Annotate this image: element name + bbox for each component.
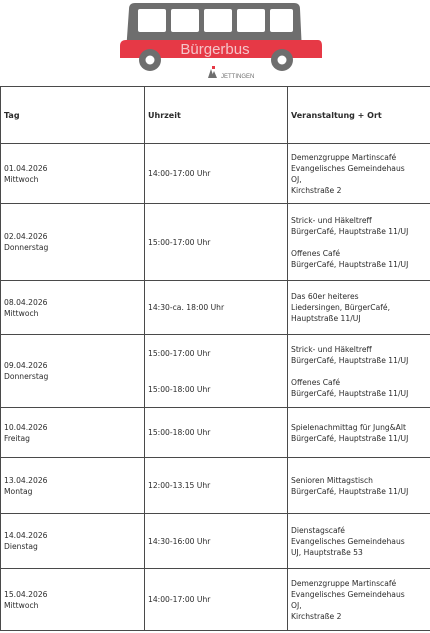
bus-wheel-hub: [278, 56, 287, 65]
header-uhrzeit: Uhrzeit: [145, 87, 288, 144]
bus-window: [138, 9, 166, 32]
date: 15.04.2026: [4, 589, 48, 599]
date: 09.04.2026: [4, 361, 48, 370]
date: 02.04.2026: [4, 232, 48, 241]
time-cell: [145, 335, 288, 408]
event-cell: [288, 204, 430, 281]
event-line: Kirchstraße 2: [291, 185, 342, 195]
event-line: Offenes Café: [291, 248, 341, 258]
weekday: Mittwoch: [4, 174, 39, 184]
time: 15:00-18:00 Uhr: [148, 428, 211, 437]
header-tag: Tag: [1, 87, 145, 144]
event-cell: [288, 144, 430, 204]
table-row: [1, 569, 430, 631]
event-line: Strick- und Häkeltreff: [291, 344, 372, 354]
town-name: JETTINGEN: [221, 74, 255, 80]
event-line: Spielenachmittag für Jung&Alt: [291, 422, 406, 432]
event-line: Strick- und Häkeltreff: [291, 215, 372, 225]
bus-wheel-hub: [146, 56, 155, 65]
date: 08.04.2026: [4, 297, 48, 307]
event-line: BürgerCafé, Hauptstraße 11/UJ: [291, 226, 409, 236]
time: 14:30-ca. 18:00 Uhr: [148, 303, 225, 312]
time: 14:30-16:00 Uhr: [148, 536, 211, 546]
time-cell: [145, 281, 288, 335]
day-cell: [1, 514, 145, 569]
weekday: Donnerstag: [4, 372, 49, 381]
day-cell: [1, 335, 145, 408]
town-emblem-icon: [208, 66, 217, 78]
event-cell: [288, 569, 430, 631]
time: 15:00-17:00 Uhr: [148, 348, 211, 358]
time: 12:00-13.15 Uhr: [148, 481, 211, 490]
time-cell: [145, 458, 288, 514]
time-cell: [145, 144, 288, 204]
time: 14:00-17:00 Uhr: [148, 595, 211, 604]
date: 14.04.2026: [4, 531, 48, 540]
day-cell: [1, 408, 145, 458]
time-cell: [145, 514, 288, 569]
event-line: Evangelisches Gemeindehaus: [291, 163, 405, 173]
table-row: [1, 408, 430, 458]
time-cell: [145, 569, 288, 631]
event-line: BürgerCafé, Hauptstraße 11/UJ: [291, 259, 409, 269]
event-line: UJ, Hauptstraße 53: [291, 547, 363, 557]
event-line: Dienstagscafé: [291, 525, 345, 535]
time-cell: [145, 408, 288, 458]
time: 15:00-18:00 Uhr: [148, 384, 211, 394]
day-cell: [1, 204, 145, 281]
table-row: [1, 144, 430, 204]
weekday: Dienstag: [4, 542, 38, 551]
table-header-row: [1, 87, 430, 144]
bus-window: [270, 9, 293, 32]
buergerbus-logo: [0, 0, 430, 86]
weekday: Donnerstag: [4, 243, 49, 252]
event-cell: [288, 335, 430, 408]
event-line: OJ,: [291, 600, 302, 610]
event-line: Evangelisches Gemeindehaus: [291, 536, 405, 546]
event-line: Liedersingen, BürgerCafé,: [291, 303, 390, 312]
event-cell: [288, 408, 430, 458]
event-line: Hauptstraße 11/UJ: [291, 314, 361, 323]
event-line: Demenzgruppe Martinscafé: [291, 152, 397, 162]
weekday: Mittwoch: [4, 308, 39, 318]
event-line: Demenzgruppe Martinscafé: [291, 578, 397, 588]
event-cell: [288, 514, 430, 569]
date: 01.04.2026: [4, 163, 48, 173]
day-cell: [1, 569, 145, 631]
time-cell: [145, 204, 288, 281]
day-cell: [1, 458, 145, 514]
weekday: Montag: [4, 486, 33, 496]
event-line: BürgerCafé, Hauptstraße 11/UJ: [291, 388, 409, 398]
bus-window: [204, 9, 232, 32]
date: 10.04.2026: [4, 422, 48, 432]
time: 15:00-17:00 Uhr: [148, 237, 211, 247]
weekday: Mittwoch: [4, 600, 39, 610]
table-row: [1, 281, 430, 335]
event-cell: [288, 458, 430, 514]
date: 13.04.2026: [4, 475, 48, 485]
day-cell: [1, 144, 145, 204]
event-line: BürgerCafé, Hauptstraße 11/UJ: [291, 486, 409, 496]
day-cell: [1, 281, 145, 335]
table-row: [1, 335, 430, 408]
weekday: Freitag: [4, 433, 31, 443]
bus-window: [171, 9, 199, 32]
event-line: BürgerCafé, Hauptstraße 11/UJ: [291, 433, 409, 443]
event-cell: [288, 281, 430, 335]
event-line: Das 60er heiteres: [291, 292, 359, 301]
header-veranstaltung: Veranstaltung + Ort: [288, 87, 430, 144]
event-line: Evangelisches Gemeindehaus: [291, 589, 405, 599]
event-line: Senioren Mittagstisch: [291, 475, 373, 485]
bus-window: [237, 9, 265, 32]
event-line: Offenes Café: [291, 377, 341, 387]
table-row: [1, 204, 430, 281]
table-row: [1, 458, 430, 514]
brand-name: Bürgerbus: [180, 41, 250, 58]
event-schedule-table: [0, 86, 430, 631]
event-line: BürgerCafé, Hauptstraße 11/UJ: [291, 355, 409, 365]
event-line: OJ,: [291, 174, 302, 184]
time: 14:00-17:00 Uhr: [148, 169, 211, 178]
table-row: [1, 514, 430, 569]
event-line: Kirchstraße 2: [291, 611, 342, 621]
